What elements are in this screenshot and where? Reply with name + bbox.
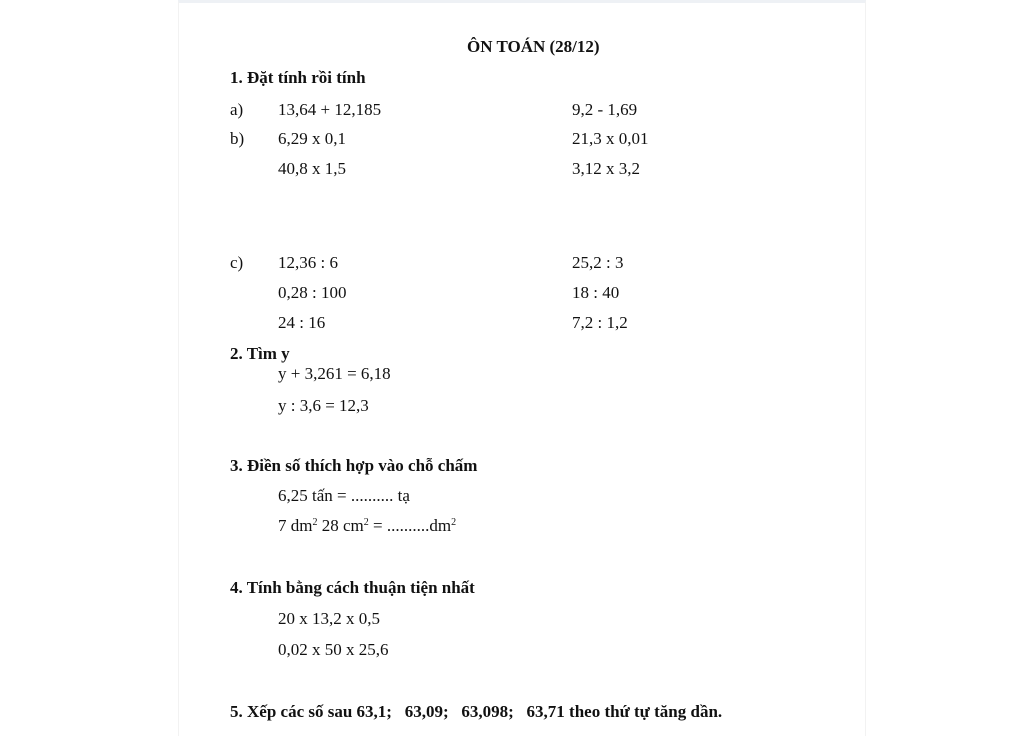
problem-c-right-3: 7,2 : 1,2 (572, 313, 628, 332)
problem-c-left-2: 0,28 : 100 (278, 283, 347, 302)
problem-b-right-2: 3,12 x 3,2 (572, 159, 640, 178)
problem-a-right: 9,2 - 1,69 (572, 100, 638, 119)
problem-b-right-1: 21,3 x 0,01 (572, 129, 649, 148)
problem-a-left: 13,64 + 12,185 (278, 100, 382, 119)
expression-2: 0,02 x 50 x 25,6 (278, 640, 389, 659)
problem-b-left-2: 40,8 x 1,5 (278, 159, 346, 178)
section-2-heading: 2. Tìm y (230, 344, 290, 363)
problem-c-right-2: 18 : 40 (572, 283, 620, 302)
expression-1: 20 x 13,2 x 0,5 (278, 609, 380, 628)
equation-1: y + 3,261 = 6,18 (278, 364, 391, 383)
part-c-label: c) (230, 253, 244, 272)
section-3-heading: 3. Điền số thích hợp vào chỗ chấm (230, 456, 478, 475)
part-a-label: a) (230, 100, 244, 119)
problem-c-right-1: 25,2 : 3 (572, 253, 624, 272)
fill-blank-2: 7 $dm^2$ 28 $cm^2 = ..........dm^2$ (278, 516, 457, 535)
problem-b-left-1: 6,29 x 0,1 (278, 129, 346, 148)
fill-blank-1: 6,25 tấn = .......... tạ (278, 486, 410, 505)
equation-2: y : 3,6 = 12,3 (278, 396, 369, 415)
section-1-heading: 1. Đặt tính rồi tính (230, 68, 366, 87)
section-5-heading: 5. Xếp các số sau 63,1; 63,09; 63,098; 63,71 theo thứ tự tăng dần. (230, 702, 723, 721)
problem-c-left-3: 24 : 16 (278, 313, 326, 332)
section-4-heading: 4. Tính bằng cách thuận tiện nhất (230, 578, 475, 597)
page-title: ÔN TOÁN (28/12) (467, 37, 600, 56)
part-b-label: b) (230, 129, 245, 148)
problem-c-left-1: 12,36 : 6 (278, 253, 338, 272)
